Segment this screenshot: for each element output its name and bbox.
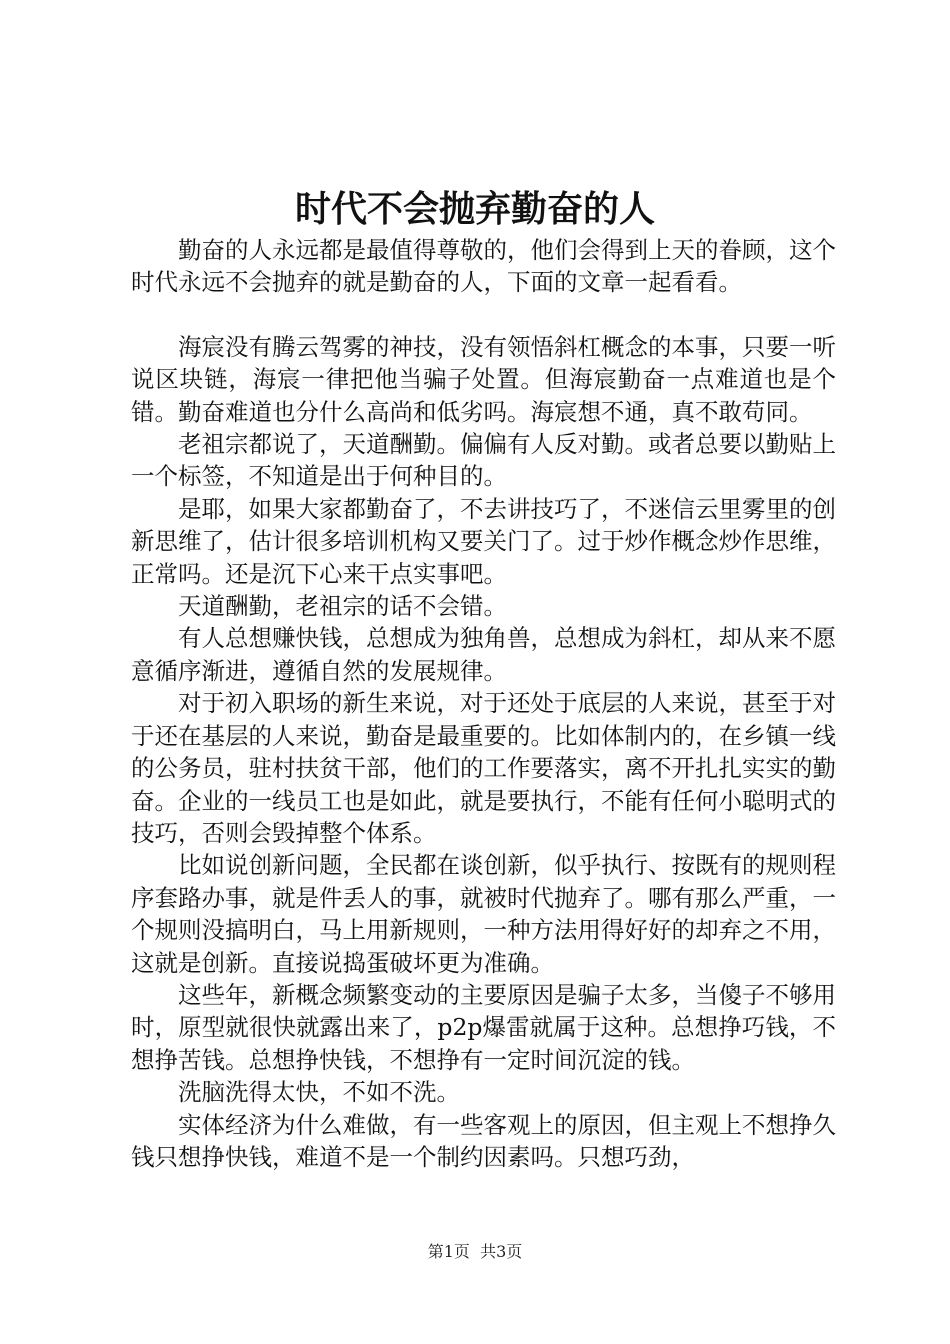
paragraph: 天道酬勤，老祖宗的话不会错。 [178, 592, 507, 621]
paragraph: 勤奋的人永远都是最值得尊敬的，他们会得到上天的眷顾，这个时代永远不会抛弃的就是勤奋的人，下面的文章一起看看。 [131, 236, 836, 297]
document-title: 时代不会抛弃勤奋的人 [294, 188, 655, 230]
paragraph: 对于初入职场的新生来说，对于还处于底层的人来说，甚至于对于还在基层的人来说，勤奋是最重要的。比如体制内的，在乡镇一线的公务员，驻村扶贫干部，他们的工作要落实，离不开扎扎实实的勤奋。企业的一线员工也是如此，就是要执行，不能有任何小聪明式的技巧，否则会毁掉整个体系。 [131, 689, 836, 847]
paragraph: 比如说创新问题，全民都在谈创新，似乎执行、按既有的规则程序套路办事，就是件丢人的事，就被时代抛弃了。哪有那么严重，一个规则没搞明白，马上用新规则，一种方法用得好好的却弃之不用，这就是创新。直接说捣蛋破坏更为准确。 [131, 851, 836, 977]
paragraph: 老祖宗都说了，天道酬勤。偏偏有人反对勤。或者总要以勤贴上一个标签，不知道是出于何种目的。 [131, 430, 836, 491]
page-footer [0, 1241, 950, 1263]
page-number: 第1页 共3页 [427, 1242, 523, 1261]
paragraph: 海宸没有腾云驾雾的神技，没有领悟斜杠概念的本事，只要一听说区块链，海宸一律把他当骗子处置。但海宸勤奋一点难道也是个错。勤奋难道也分什么高尚和低劣吗。海宸想不通，真不敢苟同。 [131, 332, 836, 426]
paragraph: 洗脑洗得太快，不如不洗。 [178, 1078, 460, 1107]
document-body [131, 234, 836, 1173]
paragraph: 是耶，如果大家都勤奋了，不去讲技巧了，不迷信云里雾里的创新思维了，估计很多培训机构又要关门了。过于炒作概念炒作思维，正常吗。还是沉下心来干点实事吧。 [131, 494, 836, 588]
paragraph: 实体经济为什么难做，有一些客观上的原因，但主观上不想挣久钱只想挣快钱，难道不是一个制约因素吗。只想巧劲， [131, 1110, 836, 1171]
paragraph: 有人总想赚快钱，总想成为独角兽，总想成为斜杠，却从来不愿意循序渐进，遵循自然的发展规律。 [131, 624, 836, 685]
paragraph: 这些年，新概念频繁变动的主要原因是骗子太多，当傻子不够用时，原型就很快就露出来了，p2p爆雷就属于这种。总想挣巧钱，不想挣苦钱。总想挣快钱，不想挣有一定时间沉淀的钱。 [131, 980, 836, 1074]
